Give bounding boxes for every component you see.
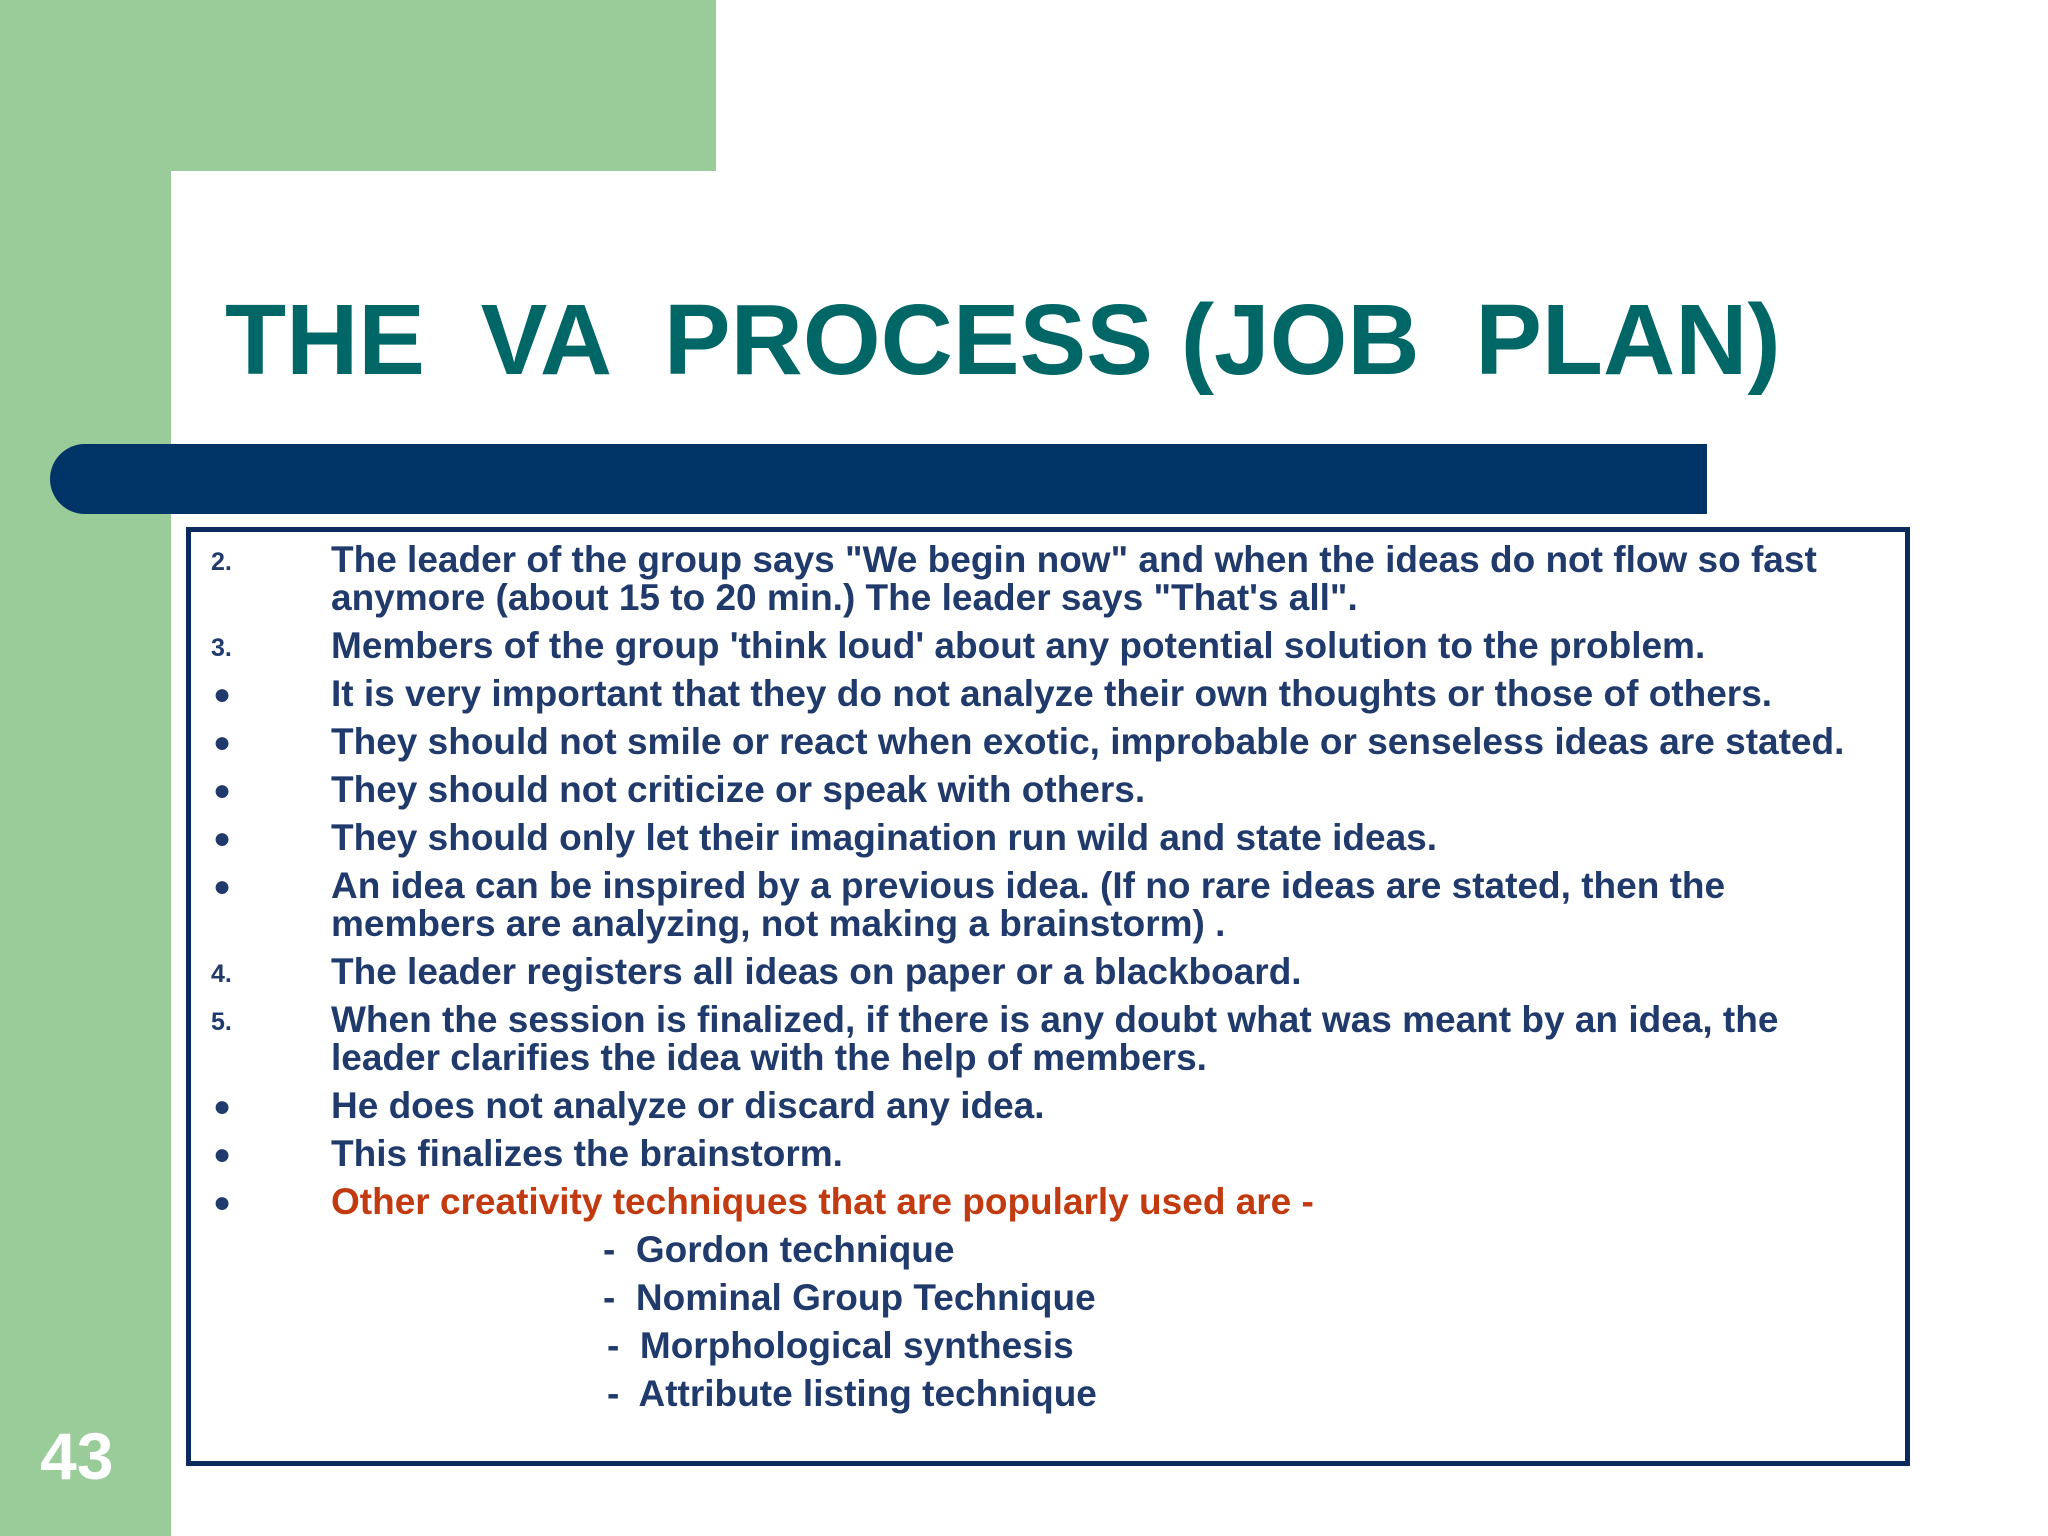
bullet-icon: ● (213, 1138, 232, 1171)
content-box (186, 527, 1910, 1466)
bullet-icon: ● (213, 870, 232, 903)
list-item-step-4 (191, 953, 1905, 991)
item-text: They should not criticize or speak with others. (331, 769, 1146, 810)
item-text: The leader of the group says "We begin now" and when the ideas do not flow so fast anymore (about 15 to 20 min.) The leader says "That's all". (331, 539, 1817, 618)
number-marker: 5. (211, 1008, 232, 1036)
bullet-icon: ● (213, 726, 232, 759)
list-item-bullet (191, 1087, 1905, 1125)
list-item-highlight (191, 1183, 1905, 1221)
item-text: The leader registers all ideas on paper or a blackboard. (331, 951, 1302, 992)
bullet-icon: ● (213, 1090, 232, 1123)
highlight-text: Other creativity techniques that are popularly used are - (331, 1181, 1314, 1222)
bullet-icon: ● (213, 774, 232, 807)
subitem-technique: - Nominal Group Technique (603, 1277, 1096, 1318)
subitem-technique: - Gordon technique (603, 1229, 955, 1270)
item-text: When the session is finalized, if there is any doubt what was meant by an idea, the leader clarifies the idea with the help of members. (331, 999, 1779, 1078)
list-item-step-2 (191, 541, 1905, 617)
subitem-technique: - Attribute listing technique (607, 1373, 1097, 1414)
list-item-bullet (191, 1135, 1905, 1173)
bullet-icon: ● (213, 678, 232, 711)
list-item-bullet (191, 867, 1905, 943)
item-text: An idea can be inspired by a previous idea. (If no rare ideas are stated, then the members are analyzing, not making a brainstorm) . (331, 865, 1726, 944)
item-list (191, 532, 1905, 1423)
number-marker: 3. (211, 634, 232, 662)
item-text: He does not analyze or discard any idea. (331, 1085, 1045, 1126)
item-text: They should not smile or react when exotic, improbable or senseless ideas are stated. (331, 721, 1845, 762)
left-decorative-band (0, 0, 171, 1536)
bullet-icon: ● (213, 822, 232, 855)
number-marker: 4. (211, 960, 232, 988)
item-text: Members of the group 'think loud' about any potential solution to the problem. (331, 625, 1706, 666)
list-item-step-5 (191, 1001, 1905, 1077)
list-item-bullet (191, 771, 1905, 809)
bullet-icon: ● (213, 1186, 232, 1219)
list-item-bullet (191, 819, 1905, 857)
list-item-bullet (191, 675, 1905, 713)
number-marker: 2. (211, 548, 232, 576)
list-item-step-3 (191, 627, 1905, 665)
item-text: This finalizes the brainstorm. (331, 1133, 843, 1174)
title-underline-bar (50, 444, 1707, 514)
subitem-technique: - Morphological synthesis (607, 1325, 1074, 1366)
list-item-bullet (191, 723, 1905, 761)
item-text: It is very important that they do not analyze their own thoughts or those of others. (331, 673, 1773, 714)
top-decorative-band (0, 0, 716, 171)
item-text: They should only let their imagination run wild and state ideas. (331, 817, 1438, 858)
slide-title: THE VA PROCESS (JOB PLAN) (225, 284, 1781, 396)
slide-number: 43 (40, 1419, 114, 1493)
